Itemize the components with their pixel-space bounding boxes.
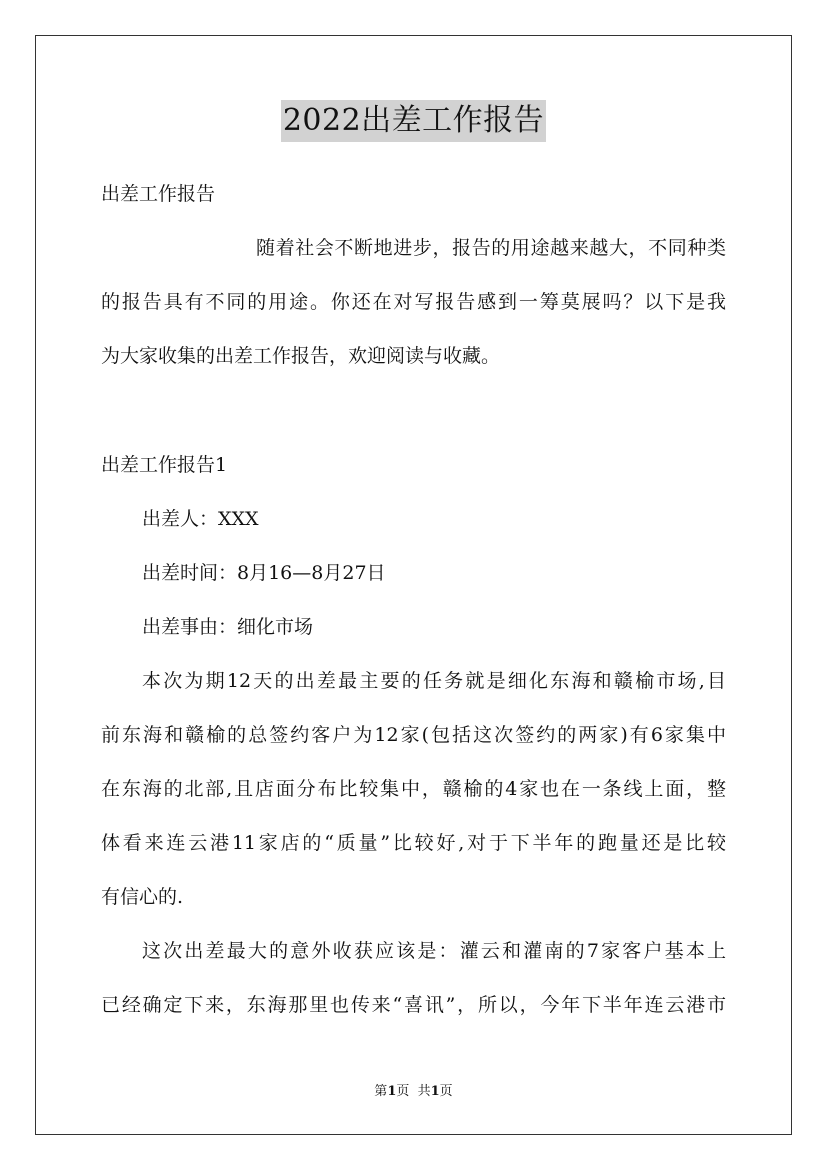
intro-line-2: 的报告具有不同的用途。你还在对写报告感到一筹莫展吗？以下是我 [101,291,726,313]
paragraph2-line-2: 已经确定下来，东海那里也传来“喜讯”，所以，今年下半年连云港市 [101,994,726,1016]
field-travel-reason: 出差事由：细化市场 [142,616,314,638]
intro-line-1: 随着社会不断地进步，报告的用途越来越大，不同种类 [256,237,726,259]
footer-page-number: 1 [387,1084,397,1099]
paragraph2-line-1: 这次出差最大的意外收获应该是：灌云和灌南的7家客户基本上 [142,940,726,962]
footer-page-suffix: 页 共 [396,1084,431,1099]
paragraph1-line-4: 体看来连云港11家店的“质量”比较好,对于下半年的跑量还是比较 [101,832,726,854]
document-title: 2022出差工作报告 [281,100,546,142]
paragraph1-line-2: 前东海和赣榆的总签约客户为12家(包括这次签约的两家)有6家集中 [101,724,726,746]
intro-line-3: 为大家收集的出差工作报告，欢迎阅读与收藏。 [101,345,501,367]
paragraph1-line-3: 在东海的北部,且店面分布比较集中，赣榆的4家也在一条线上面，整 [101,778,726,800]
paragraph1-line-1: 本次为期12天的出差最主要的任务就是细化东海和赣榆市场,目 [142,670,726,692]
section-heading: 出差工作报告1 [101,454,228,476]
field-travel-time: 出差时间：8月16—8月27日 [142,562,386,584]
page-footer [0,1083,827,1101]
footer-total-suffix: 页 [439,1084,453,1099]
footer-total-pages: 1 [430,1084,440,1099]
field-traveler: 出差人：XXX [142,508,259,530]
paragraph1-line-5: 有信心的. [101,886,184,908]
title-container [0,100,827,142]
document-subtitle: 出差工作报告 [101,183,216,205]
footer-page-prefix: 第 [374,1084,388,1099]
